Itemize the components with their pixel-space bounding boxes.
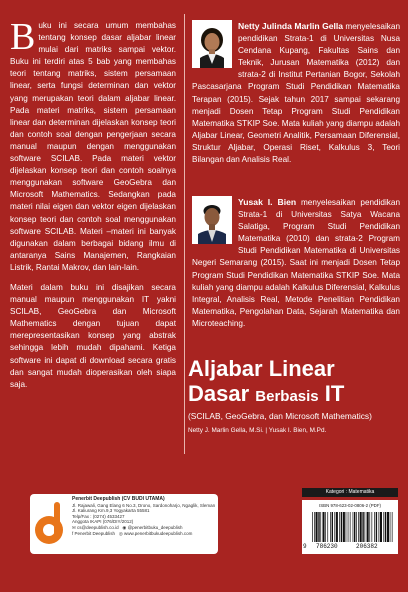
book-title-it: IT xyxy=(324,381,345,406)
book-title-block xyxy=(188,356,403,434)
publisher-address-2: Jl. Kaliurang Km.9,3 Yogyakarta 55581 xyxy=(72,508,150,514)
drop-cap: B xyxy=(10,16,36,58)
barcode-icon xyxy=(310,512,394,542)
barcode-digits-right: 206382 xyxy=(356,543,378,550)
book-title-dasar: Dasar xyxy=(188,381,250,406)
author-1-name: Netty Julinda Marlin Gella xyxy=(238,21,344,31)
isbn-text: ISBN 978-623-02-0806-2 (PDF) xyxy=(319,503,381,508)
barcode-digit-prefix: 9 xyxy=(303,543,307,550)
email-icon: ✉ xyxy=(72,524,76,530)
author-2-bio xyxy=(192,196,400,330)
publisher-details xyxy=(72,497,217,536)
book-title-line-1: Aljabar Linear xyxy=(188,356,335,381)
publisher-web-row xyxy=(72,531,217,537)
book-title-line-2 xyxy=(188,382,403,409)
category-label: Kategori : Matematika xyxy=(302,488,398,497)
barcode-box xyxy=(302,500,398,554)
author-2-description: menyelesaikan pendidikan Strata-1 di Universitas Satya Wacana Salatiga, Program Studi Pendidikan Matematika (2010) dan strata-2 Program Studi Pendidikan Matematika di Universitas Negeri Semarang (2015). Saat ini menjadi Dosen Tetap Program Studi Pendidikan Matematika STKIP Soe. Mata kuliah yang diampu adalah Kalkulus Diferensial, Kalkulus Integral, Analisis Real, Metode Penelitian Pendidikan Matematika, Pengolahan Data, Sejarah Matematika dan Microteaching. xyxy=(192,198,400,328)
publisher-facebook: Penerbit Deepublish xyxy=(74,530,116,536)
author-1-description: menyelesaikan pendidikan Strata-1 di Universitas Nusa Cendana Kupang, Fakultas Sains dan Teknik, Jurusan Matematika (2012) dan strata-2 di Institut Pertanian Bogor, Sekolah Pascasarjana Program Studi Pendidikan Matematika Terapan (2015). Sejak tahun 2017 sampai sekarang menjadi Dosen Tetap Program Studi Pendidikan Matematika STKIP Soe. Mata kuliah yang diampu adalah Aljabar Linear, Geometri Analitik, Persamaan Diferensial, Struktur Aljabar, Operasi Riset, Kalkulus 3, Teori Bilangan dan Analisis Real. xyxy=(192,22,401,165)
publisher-info-box xyxy=(30,494,218,554)
publisher-member: Anggota IKAPI (076/DIY/2012) xyxy=(72,519,134,525)
synopsis-paragraph-1 xyxy=(10,16,176,274)
author-1-photo xyxy=(192,20,232,68)
publisher-email: cs@deepublish.co.id xyxy=(77,524,119,530)
publisher-address-1: Jl. Rajawali, Gang Elang 6 No.3, Drono, Sardonoharjo, Ngaglik, Sleman xyxy=(72,502,216,508)
globe-icon: ◎ xyxy=(118,530,123,536)
synopsis-paragraph-2: Materi dalam buku ini disajikan secara manual maupun menggunakan IT yakni SCILAB, GeoGebra dan Microsoft Mathematics dengan tujuan dapat merepresentasikan konsep yang abstrak sehingga lebih mudah dipahami. Ketiga software ini dapat di download secara gratis dan sangat mudah dioperasikan oleh siapa saja. xyxy=(10,282,176,389)
author-1-bio xyxy=(192,20,400,166)
publisher-logo-icon xyxy=(34,500,64,550)
publisher-social: @penerbitbuku_deepublish xyxy=(127,524,183,530)
author-credits: Netty J. Marlin Gella, M.Si. | Yusak I. Bien, M.Pd. xyxy=(188,427,327,434)
author-2-name: Yusak I. Bien xyxy=(238,197,297,207)
column-divider xyxy=(184,14,185,454)
publisher-phone: Telp/Fax : (0274) 4533427 xyxy=(72,513,125,519)
synopsis xyxy=(10,16,176,399)
book-subtitle: (SCILAB, GeoGebra, dan Microsoft Mathematics) xyxy=(188,411,372,421)
publisher-website: www.penerbitbukudeepublish.com xyxy=(124,530,193,536)
publisher-name: Penerbit Deepublish (CV BUDI UTAMA) xyxy=(72,496,165,502)
synopsis-text-1: uku ini secara umum membahas tentang konsep dasar aljabar linear mulai dari matriks sampai vektor. Buku ini terdiri atas 5 bab yang membahas teori tentang matriks, sistem persamaan linear, serta fungsi determinan dan vektor yang merupakan teori dalam aljabar linear. Pada materi matriks, sistem persamaan linear dan determinan dijelaskan konsep teori dan contoh soal dengan pengerjaan secara manual maupun dengan menggunakan software SCILAB. Pada materi vektor dijelaskan konsep teori dan contoh soalnya menggunakan software GeoGebra dan Microsoft Mathematics. Sedangkan pada materi nilai eigen dan vektor eigen dijelaskan konsep teori dan contoh soal menggunakan software SCILAB. Materi –materi ini banyak digunakan dalam berbagai bidang ilmu di antaranya Sains Manajemen, Rangkaian Listrik, Rantai Makrov, dan lain-lain. xyxy=(10,21,176,272)
facebook-icon: f xyxy=(72,530,74,536)
social-icon: ◉ xyxy=(122,524,127,530)
book-title-berbasis: Berbasis xyxy=(255,388,319,405)
author-2-photo xyxy=(192,196,232,244)
barcode-digits-left: 786230 xyxy=(316,543,338,550)
